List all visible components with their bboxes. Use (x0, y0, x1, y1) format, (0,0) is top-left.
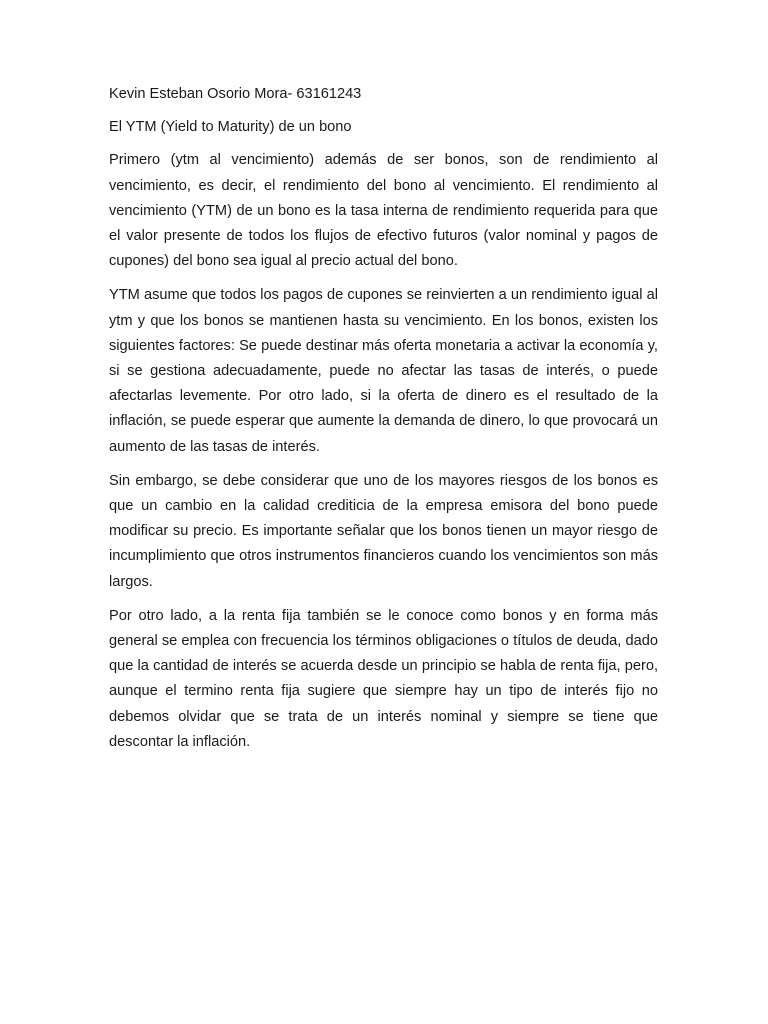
document-body (109, 82, 658, 764)
paragraph-1: Primero (ytm al vencimiento) además de ser bonos, son de rendimiento al vencimiento, es decir, el rendimiento del bono al vencimiento. El rendimiento al vencimiento (YTM) de un bono es la tasa interna de rendimiento requerida para que el valor presente de todos los flujos de efectivo futuros (valor nominal y pagos de cupones) del bono sea igual al precio actual del bono. (109, 152, 658, 270)
paragraph-4: Por otro lado, a la renta fija también se le conoce como bonos y en forma más general se emplea con frecuencia los términos obligaciones o títulos de deuda, dado que la cantidad de interés se acuerda desde un principio se habla de renta fija, pero, aunque el termino renta fija sugiere que siempre hay un tipo de interés fijo no debemos olvidar que se trata de un interés nominal y siempre se tiene que descontar la inflación. (109, 607, 658, 750)
document-title: El YTM (Yield to Maturity) de un bono (109, 119, 352, 136)
paragraph-3: Sin embargo, se debe considerar que uno de los mayores riesgos de los bonos es que un cambio en la calidad crediticia de la empresa emisora del bono puede modificar su precio. Es importante señalar que los bonos tienen un mayor riesgo de incumplimiento que otros instrumentos financieros cuando los vencimientos son más largos. (109, 472, 658, 590)
author-line: Kevin Esteban Osorio Mora- 63161243 (109, 86, 362, 102)
paragraph-2: YTM asume que todos los pagos de cupones se reinvierten a un rendimiento igual al ytm y que los bonos se mantienen hasta su vencimiento. En los bonos, existen los siguientes factores: Se puede destinar más oferta monetaria a activar la economía y, si se gestiona adecuadamente, puede no afectar las tasas de interés, o puede afectarlas levemente. Por otro lado, si la oferta de dinero es el resultado de la inflación, se puede esperar que aumente la demanda de dinero, lo que provocará un aumento de las tasas de interés. (109, 287, 658, 455)
